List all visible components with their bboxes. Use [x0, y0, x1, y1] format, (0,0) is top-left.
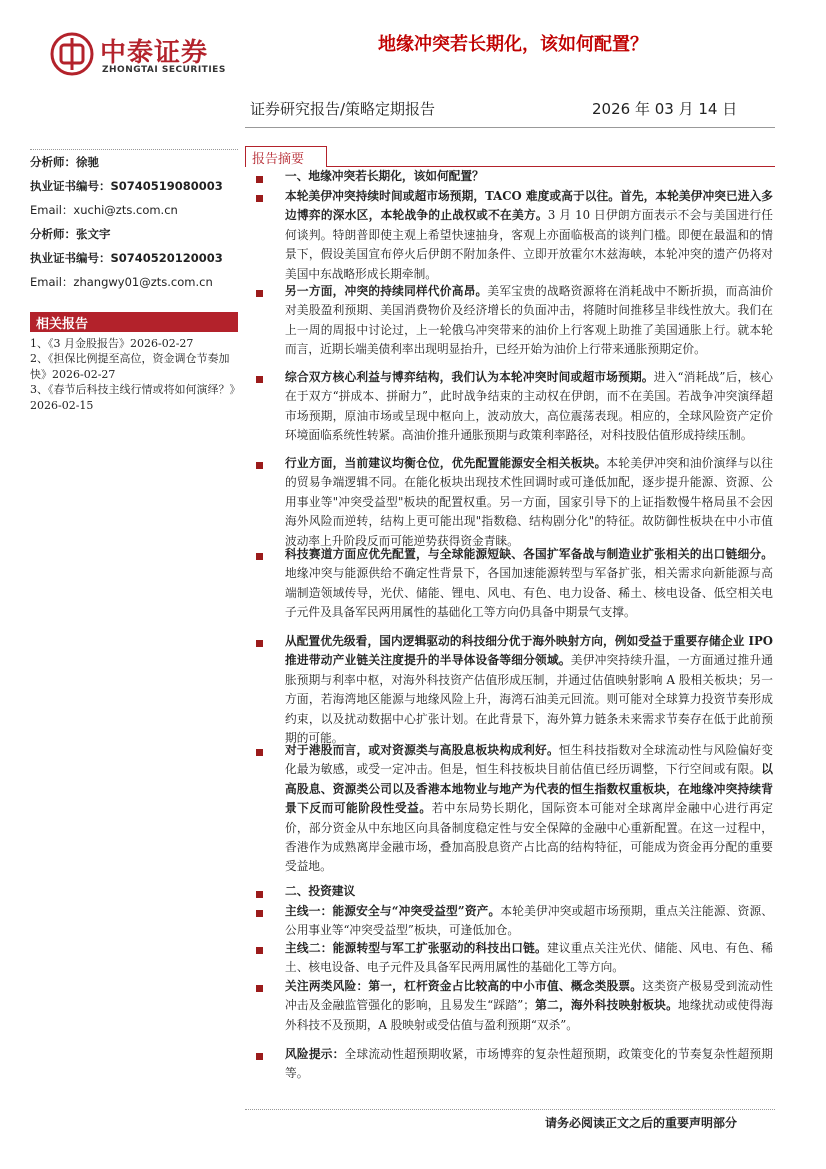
email-label: Email： [30, 203, 74, 217]
logo-english-text: ZHONGTAI SECURITIES [102, 65, 226, 75]
bullet-icon [256, 195, 263, 202]
cert-label: 执业证书编号： [30, 251, 111, 265]
email-address[interactable]: xuchi@zts.com.cn [73, 203, 178, 217]
bullet-icon [256, 290, 263, 297]
email-address[interactable]: zhangwy01@zts.com.cn [73, 275, 213, 289]
sidebar-divider [30, 149, 238, 150]
analyst-label: 分析师： [30, 227, 76, 241]
bullet-icon [256, 891, 263, 898]
bullet-icon [256, 985, 263, 992]
company-logo [50, 32, 230, 82]
paragraph: 行业方面，当前建议均衡仓位，优先配置能源安全相关板块。本轮美伊冲突和油价演绎与以往的贸易争端逻辑不同。在能化板块出现技术性回调时或可逢低加配，逐步提升能源、资源、公用事业等"冲突受益型"板块的配置权重。另一方面，国家引导下的上证指数慢牛格局虽不会因海外风险而逆转，结构上更可能出现"指数稳、结构剧分化"的特征。故防御性板块在中小市值波动率上升阶段反而可能逆势获得资金青睐。 [285, 456, 773, 548]
related-report-item[interactable]: 2、《担保比例提至高位，资金调仓节奏加快》2026-02-27 [30, 352, 230, 381]
paragraph: 主线一：能源安全与“冲突受益型”资产。本轮美伊冲突或超市场预期，重点关注能源、资源、公用事业等“冲突受益型”板块，可逢低加仓。 [285, 904, 773, 938]
analyst-name-row [30, 226, 111, 242]
zhongtai-logo-icon [50, 32, 94, 76]
bullet-icon [256, 462, 263, 469]
related-report-item[interactable]: 3、《春节后科技主线行情或将如何演绎？》2026-02-15 [30, 383, 235, 412]
analyst-label: 分析师： [30, 155, 76, 169]
paragraph: 本轮美伊冲突持续时间或超市场预期，TACO 难度或高于以往。首先，本轮美伊冲突已进入多边博弈的深水区，本轮战争的止战权或不在美方。3 月 10 日伊朗方面表示不会与美国进行任何谈判。特朗普即使主观上希望快速抽身，客观上亦面临极高的谈判门槛。即便在最温和的情景下，假设美国宣布停火后伊朗不附加条件、立即开放霍尔木兹海峡，本轮冲突的遗产仍将对美国中东战略形成长期牵制。 [285, 189, 773, 281]
paragraph: 主线二：能源转型与军工扩张驱动的科技出口链。建议重点关注光伏、储能、风电、有色、稀土、核电设备、电子元件及具备军民两用属性的基础化工等方向。 [285, 941, 773, 975]
paragraph: 对于港股而言，或对资源类与高股息板块构成利好。恒生科技指数对全球流动性与风险偏好变化最为敏感，或受一定冲击。但是，恒生科技板块目前估值已经历调整，下行空间或有限。以高股息、资源类公司以及香港本地物业与地产为代表的恒生指数权重板块，在地缘冲突持续背景下反而可能阶段性受益。若中东局势长期化，国际资本可能对全球离岸金融中心进行再定价，部分资金从中东地区向具备制度稳定性与安全保障的金融中心重新配置。在这一过程中，香港作为成熟离岸金融市场，叠加高股息资产占比高的结构特征，可能成为资金再分配的重要受益地。 [285, 743, 773, 874]
header-divider [245, 127, 775, 128]
report-date: 2026 年 03 月 14 日 [592, 100, 738, 118]
cert-number: S0740519080003 [110, 179, 223, 193]
bullet-icon [256, 640, 263, 647]
bullet-icon [256, 376, 263, 383]
report-type: 证券研究报告/策略定期报告 [250, 100, 436, 118]
abstract-header [245, 146, 775, 167]
bullet-icon [256, 553, 263, 560]
analyst-email-row [30, 202, 178, 218]
paragraph: 科技赛道方面应优先配置，与全球能源短缺、各国扩军备战与制造业扩张相关的出口链细分。地缘冲突与能源供给不确定性背景下，各国加速能源转型与军备扩张，相关需求向新能源与高端制造领域传导，光伏、储能、锂电、风电、有色、电力设备、稀土、核电设备、低空相关电子元件及具备军民两用属性的基础化工等方向仍具备中期景气支撑。 [285, 547, 773, 620]
related-reports-heading: 相关报告 [30, 312, 238, 332]
analyst-name-row [30, 154, 99, 170]
analyst-email-row [30, 274, 213, 290]
analyst-cert-row [30, 250, 223, 266]
footer-divider [245, 1109, 775, 1110]
bullet-icon [256, 176, 263, 183]
section-heading: 二、投资建议 [285, 884, 356, 898]
related-report-item[interactable]: 1、《3 月金股报告》2026-02-27 [30, 337, 194, 350]
logo-chinese-text: 中泰证券 [100, 38, 209, 68]
paragraph: 风险提示：全球流动性超预期收紧，市场博弈的复杂性超预期，政策变化的节奏复杂性超预期等。 [285, 1047, 773, 1081]
bullet-icon [256, 910, 263, 917]
bullet-icon [256, 1053, 263, 1060]
document-title: 地缘冲突若长期化，该如何配置？ [378, 34, 648, 55]
bullet-icon [256, 749, 263, 756]
cert-number: S0740520120003 [110, 251, 223, 265]
analyst-name: 徐驰 [76, 155, 99, 169]
cert-label: 执业证书编号： [30, 179, 111, 193]
email-label: Email： [30, 275, 74, 289]
paragraph: 关注两类风险：第一，杠杆资金占比较高的中小市值、概念类股票。这类资产极易受到流动性冲击及金融监管强化的影响，且易发生“踩踏”；第二，海外科技映射板块。地缘扰动或使得海外科技不及预期，A 股映射或受估值与盈利预期“双杀”。 [285, 979, 773, 1032]
analyst-name: 张文宇 [76, 227, 111, 241]
analyst-cert-row [30, 178, 223, 194]
paragraph: 综合双方核心利益与博弈结构，我们认为本轮冲突时间或超市场预期。进入“消耗战”后，核心在于双方“拼成本、拼耐力”，此时战争结束的主动权在伊朗，而不在美国。若战争冲突演绎超市场预期，原油市场或呈现中枢向上，波动放大，高位震荡表现。相应的，全球风险资产定价环境面临系统性转紧。高油价推升通胀预期与政策利率路径，对科技股估值形成持续压制。 [285, 370, 773, 443]
abstract-tab: 报告摘要 [245, 146, 327, 167]
paragraph: 另一方面，冲突的持续同样代价高昂。美军宝贵的战略资源将在消耗战中不断折损，而高油价对美股盈利预期、美国消费物价及经济增长的负面冲击，将随时间推移呈非线性放大。我们在上一周的周报中讨论过，上一轮俄乌冲突带来的油价上行客观上助推了美国通胀上行。就本轮而言，近期长端美债利率出现明显抬升，已经开始为油价上行带来通胀预期定价。 [285, 284, 773, 357]
footer-disclaimer: 请务必阅读正文之后的重要声明部分 [545, 1116, 738, 1130]
paragraph: 从配置优先级看，国内逻辑驱动的科技细分优于海外映射方向，例如受益于重要存储企业 IPO 推进带动产业链关注度提升的半导体设备等细分领域。美伊冲突持续升温，一方面通过推升通胀预期与利率中枢，对海外科技资产估值形成压制，并通过估值映射影响 A 股相关板块；另一方面，若海湾地区能源与地缘风险上升，海湾石油美元回流。则可能对全球算力投资节奏形成约束，以及扰动数据中心扩张计划。在此背景下，海外算力链条未来需求节奏存在低于此前预期的可能。 [285, 634, 773, 746]
bullet-icon [256, 947, 263, 954]
section-heading: 一、地缘冲突若长期化，该如何配置？ [285, 169, 484, 183]
